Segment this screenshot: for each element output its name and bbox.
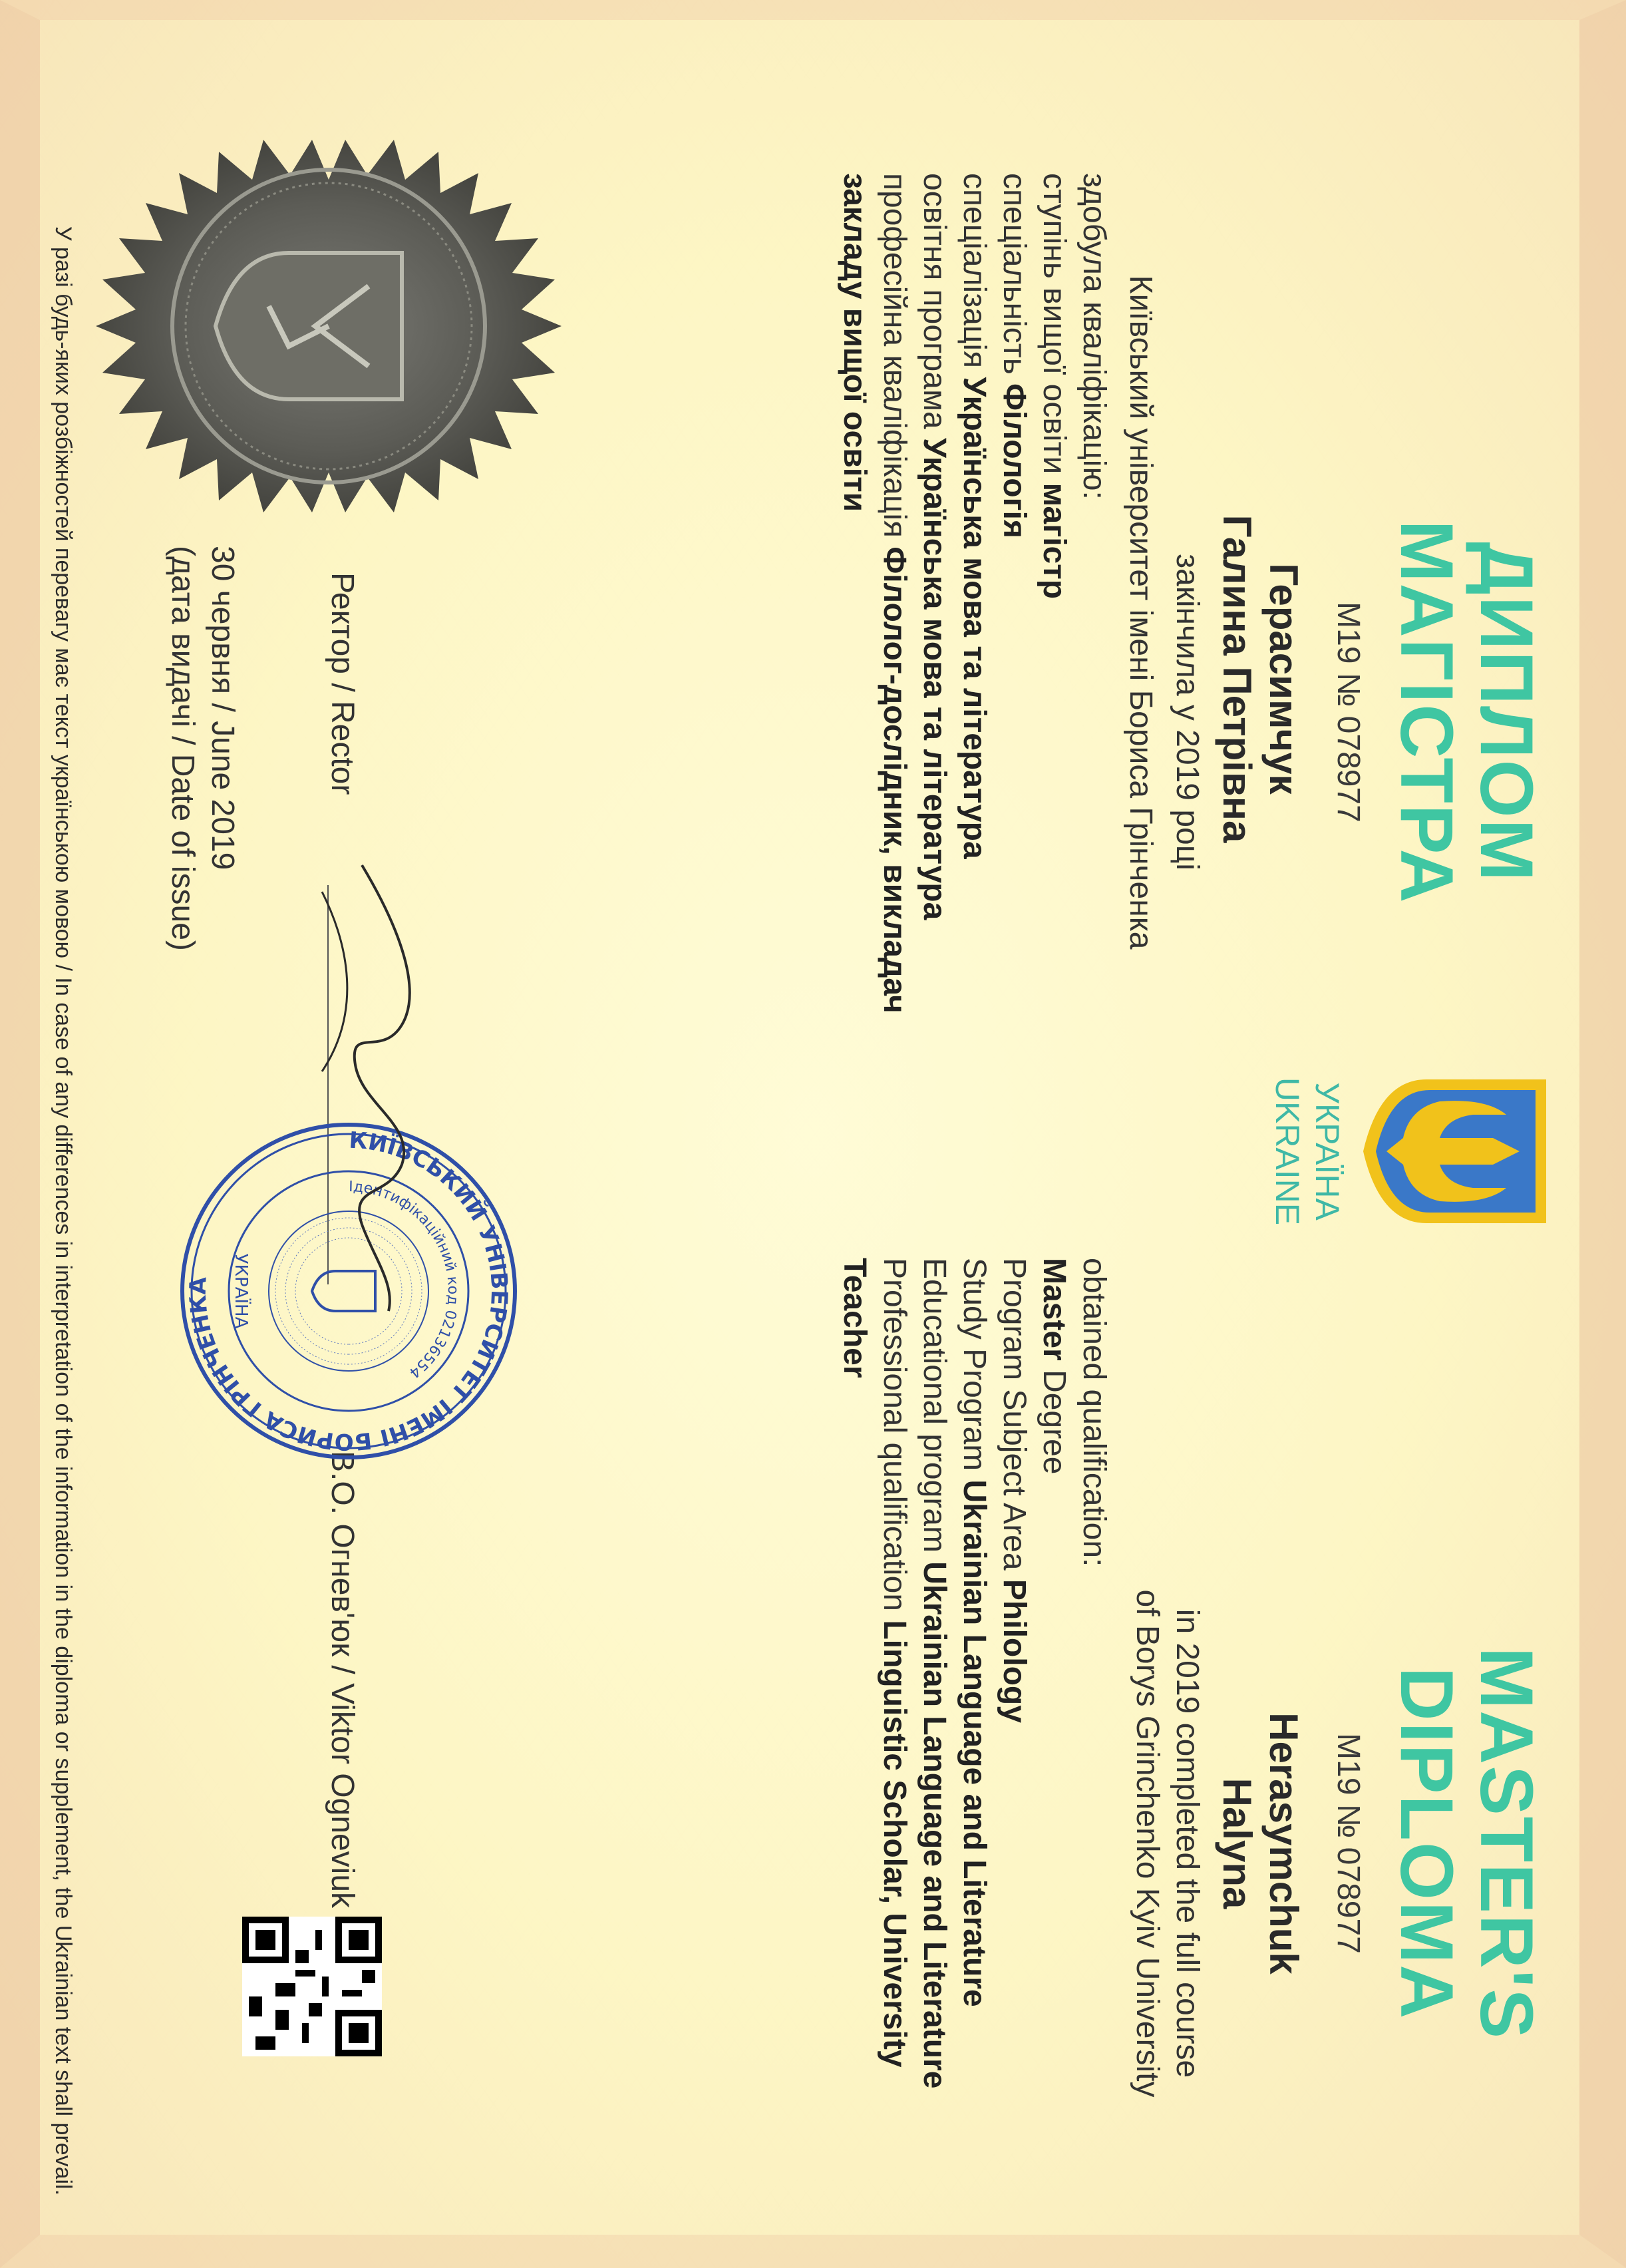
prof-value-ua-line1: Філолог-дослідник, викладач — [877, 546, 912, 1014]
study-line-en — [954, 1258, 994, 2007]
title-en-line2: DIPLOMA — [1385, 1666, 1468, 2020]
title-ua-line2: МАГІСТРА — [1385, 520, 1468, 904]
country-ua: УКРАЇНА — [1309, 1082, 1346, 1221]
title-ua-line1: ДИПЛОМ — [1465, 542, 1548, 882]
coat-of-arms-icon — [1360, 1071, 1553, 1231]
prof-line-ua — [874, 173, 914, 1014]
study-prefix-en: Study Program — [957, 1258, 992, 1480]
title-en-line1: MASTER'S — [1465, 1646, 1548, 2040]
obtained-ua: здобула кваліфікацію: — [1076, 173, 1112, 500]
edu-value-en: Ukrainian Language and Literature — [917, 1561, 952, 2089]
given-names-ua: Галина Петрівна — [1215, 514, 1259, 843]
edu-prefix-en: Educational program — [917, 1258, 952, 1562]
diploma-number-en: M19 № 078977 — [1331, 1733, 1366, 1954]
degree-value-en: Master — [1037, 1258, 1072, 1361]
degree-value-ua: магістр — [1037, 482, 1072, 600]
stamp-country: УКРАЇНА — [231, 1253, 251, 1329]
specialty-line-ua — [994, 173, 1034, 538]
surname-en: Herasymchuk — [1261, 1712, 1306, 1975]
issue-date: 30 червня / June 2019 — [205, 546, 240, 870]
specialty-prefix-ua: спеціальність — [997, 173, 1032, 384]
gold-seal-icon — [89, 87, 568, 566]
rector-name: В.О. Огнев'юк / Viktor Ogneviuk — [325, 1451, 360, 1909]
subject-line-en — [994, 1258, 1034, 1723]
specialization-prefix-ua: спеціалізація — [957, 173, 992, 377]
degree-line-en — [1034, 1258, 1074, 1475]
obtained-en: obtained qualification: — [1076, 1258, 1112, 1567]
study-value-en: Ukrainian Language and Literature — [957, 1479, 992, 2007]
prof-prefix-en: Professional qualification — [877, 1258, 912, 1620]
prof-value-en-line2: Teacher — [837, 1258, 872, 1378]
rector-signature — [282, 852, 522, 1318]
subject-prefix-en: Program Subject Area — [997, 1258, 1032, 1579]
prof-line-en — [874, 1258, 914, 2068]
university-ua: Київський університет імені Бориса Грінченка — [1123, 275, 1158, 950]
country-en: UKRAINE — [1269, 1077, 1306, 1226]
surname-ua: Герасимчук — [1261, 563, 1306, 795]
specialization-value-ua: Українська мова та література — [957, 377, 992, 859]
qr-code-icon — [242, 1917, 382, 2056]
specialization-line-ua — [954, 173, 994, 859]
issue-date-caption: (дата видачі / Date of issue) — [165, 546, 200, 951]
completed-en-line2: of Borys Grinchenko Kyiv University — [1130, 1589, 1165, 2098]
program-value-ua: Українська мова та література — [917, 438, 952, 920]
specialty-value-ua: Філологія — [997, 383, 1032, 538]
prof-value-en-line1: Linguistic Scholar, University — [877, 1620, 912, 2068]
edu-line-en — [914, 1258, 954, 2088]
degree-line-ua — [1034, 173, 1074, 599]
given-names-en: Halyna — [1215, 1778, 1259, 1909]
rector-label: Ректор / Rector — [325, 572, 360, 795]
stamp-outer-text: КИЇВСЬКИЙ УНІВЕРСИТЕТ ІМЕНІ БОРИСА ГРІНЧЕНКА — [184, 1127, 513, 1455]
stamp-code-text: Ідентифікаційний код 02136554 — [348, 1178, 462, 1382]
diploma-number-ua: M19 № 078977 — [1331, 602, 1366, 823]
footer-note: У разі будь-яких розбіжностей перевагу має текст українською мовою / In case of any differences in interpretation of the information in the diploma or supplement, the Ukrainian text shall prevail. — [51, 226, 76, 2196]
completed-en-line1: in 2019 completed the full course — [1170, 1608, 1205, 2078]
degree-suffix-en: Degree — [1037, 1360, 1072, 1475]
program-prefix-ua: освітня програма — [917, 173, 952, 438]
program-line-ua — [914, 173, 954, 920]
title-en — [1386, 1610, 1546, 2076]
title-ua — [1386, 479, 1546, 945]
degree-prefix-ua: ступінь вищої освіти — [1037, 173, 1072, 483]
prof-prefix-ua: професійна кваліфікація — [877, 173, 912, 547]
completed-ua: закінчила у 2019 році — [1170, 554, 1205, 870]
subject-value-en: Philology — [997, 1579, 1032, 1723]
prof-value-ua-line2: закладу вищої освіти — [837, 173, 872, 512]
